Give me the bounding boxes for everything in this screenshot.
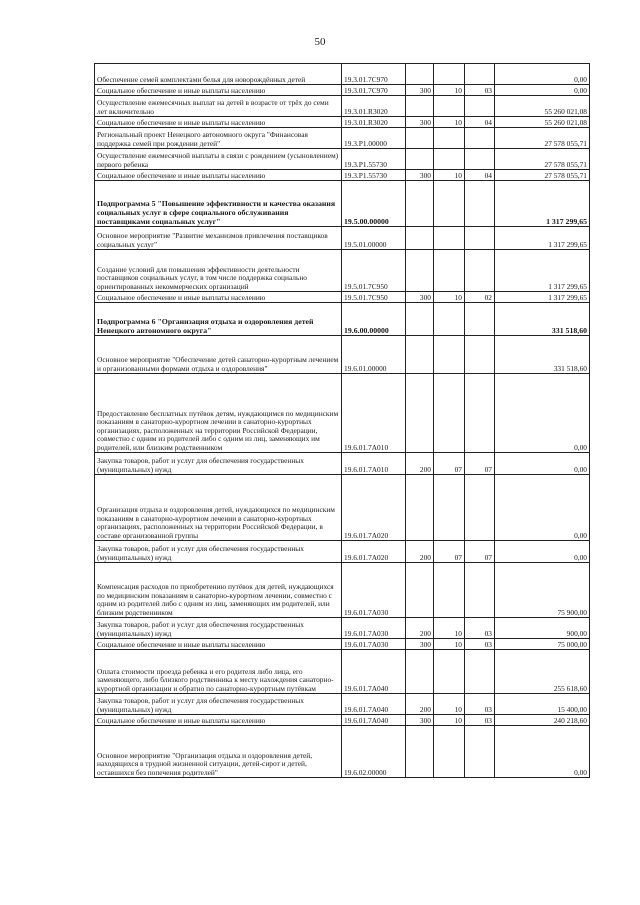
row-section: [434, 303, 465, 336]
table-row: [95, 715, 590, 726]
row-amount: 331 518,60: [495, 303, 590, 336]
row-amount: 0,00: [495, 541, 590, 563]
row-expense-type: [406, 181, 434, 227]
row-subsection: 07: [465, 453, 495, 475]
row-subsection: [465, 128, 495, 149]
row-section: [434, 227, 465, 250]
row-subsection: 03: [465, 715, 495, 726]
row-name: Региональный проект Ненецкого автономного округа "Финансовая поддержка семей при рождении детей": [95, 128, 342, 149]
row-amount: 0,00: [495, 726, 590, 778]
row-expense-type: 300: [406, 117, 434, 128]
row-section: [434, 181, 465, 227]
table-row: [95, 96, 590, 117]
row-section: [434, 726, 465, 778]
row-section: [434, 128, 465, 149]
row-name: Компенсация расходов по приобретению путёвок для детей, нуждающихся по медицинским показаниям в санаторно-курортном лечении, совместно с одним из родителей либо с одним из лиц, заменяющих им родителей, или близким родственником: [95, 563, 342, 618]
row-subsection: [465, 726, 495, 778]
row-name: Социальное обеспечение и иные выплаты населению: [95, 292, 342, 303]
row-amount: 55 260 021,08: [495, 117, 590, 128]
row-code: 19.6.01.7А040: [342, 715, 406, 726]
row-subsection: [465, 475, 495, 541]
row-section: 10: [434, 715, 465, 726]
row-amount: 1 317 299,65: [495, 250, 590, 292]
row-name: Закупка товаров, работ и услуг для обеспечения государственных (муниципальных) нужд: [95, 618, 342, 639]
table-row: [95, 117, 590, 128]
table-row: [95, 475, 590, 541]
row-section: 10: [434, 292, 465, 303]
table-row: [95, 227, 590, 250]
row-code: 19.3.01.R3020: [342, 96, 406, 117]
row-subsection: 02: [465, 292, 495, 303]
row-name: Социальное обеспечение и иные выплаты населению: [95, 715, 342, 726]
row-subsection: [465, 227, 495, 250]
row-expense-type: [406, 650, 434, 694]
table-row: [95, 726, 590, 778]
row-amount: 55 260 021,08: [495, 96, 590, 117]
row-code: 19.3.01.7С970: [342, 85, 406, 96]
row-amount: 255 618,60: [495, 650, 590, 694]
row-amount: 900,00: [495, 618, 590, 639]
table-row: [95, 336, 590, 374]
row-section: 10: [434, 618, 465, 639]
row-name: Социальное обеспечение и иные выплаты населению: [95, 639, 342, 650]
row-name: Закупка товаров, работ и услуг для обеспечения государственных (муниципальных) нужд: [95, 541, 342, 563]
row-section: 10: [434, 85, 465, 96]
row-subsection: [465, 563, 495, 618]
row-section: 10: [434, 639, 465, 650]
row-code: 19.5.00.00000: [342, 181, 406, 227]
row-code: 19.6.01.7А010: [342, 374, 406, 453]
row-expense-type: 300: [406, 639, 434, 650]
row-code: 19.6.01.00000: [342, 336, 406, 374]
row-amount: 1 317 299,65: [495, 292, 590, 303]
row-section: 07: [434, 541, 465, 563]
row-code: 19.3.Р1.55730: [342, 170, 406, 181]
row-subsection: [465, 650, 495, 694]
row-code: 19.5.01.7С950: [342, 250, 406, 292]
row-section: [434, 475, 465, 541]
row-amount: 0,00: [495, 475, 590, 541]
row-code: 19.6.01.7А020: [342, 541, 406, 563]
row-name: Основное мероприятие "Обеспечение детей санаторно-курортным лечением и организованными формами отдыха и оздоровления": [95, 336, 342, 374]
row-section: [434, 374, 465, 453]
row-section: [434, 250, 465, 292]
table-row: [95, 292, 590, 303]
row-expense-type: [406, 475, 434, 541]
row-name: Предоставление бесплатных путёвок детям, нуждающимся по медицинским показаниям в санаторно-курортном лечении в санаторно-курортных организациях, расположенных на территории Российской Федерации, совместно с одним из родителей либо с одним из лиц, заменяющих им родителей, или близким родственником: [95, 374, 342, 453]
row-name: Основное мероприятие "Организация отдыха и оздоровления детей, находящихся в трудной жизненной ситуации, детей-сирот и детей, оставшихся без попечения родителей": [95, 726, 342, 778]
row-code: 19.6.02.00000: [342, 726, 406, 778]
row-subsection: 04: [465, 117, 495, 128]
row-expense-type: [406, 96, 434, 117]
row-subsection: 03: [465, 85, 495, 96]
table-row: [95, 374, 590, 453]
row-name: Подпрограмма 5 "Повышение эффективности и качества оказания социальных услуг в сфере социального обслуживания поставщиками социальных услуг": [95, 181, 342, 227]
row-code: 19.6.01.7А040: [342, 650, 406, 694]
table-row: [95, 85, 590, 96]
row-amount: 75 000,00: [495, 639, 590, 650]
row-code: 19.6.01.7А030: [342, 563, 406, 618]
row-expense-type: [406, 227, 434, 250]
table-row: [95, 64, 590, 85]
row-expense-type: [406, 726, 434, 778]
row-subsection: [465, 64, 495, 85]
budget-table-body: [95, 64, 590, 778]
row-subsection: [465, 149, 495, 170]
row-amount: 0,00: [495, 64, 590, 85]
row-code: 19.5.01.7С950: [342, 292, 406, 303]
row-amount: 331 518,60: [495, 336, 590, 374]
table-row: [95, 170, 590, 181]
table-row: [95, 639, 590, 650]
row-section: [434, 563, 465, 618]
table-row: [95, 128, 590, 149]
table-row: [95, 694, 590, 715]
row-code: 19.5.01.00000: [342, 227, 406, 250]
row-amount: 1 317 299,65: [495, 181, 590, 227]
row-name: Обеспечение семей комплектами белья для новорождённых детей: [95, 64, 342, 85]
row-subsection: 03: [465, 694, 495, 715]
row-subsection: [465, 96, 495, 117]
row-amount: 27 578 055,71: [495, 149, 590, 170]
row-section: [434, 64, 465, 85]
row-expense-type: [406, 64, 434, 85]
row-name: Осуществление ежемесячной выплаты в связи с рождением (усыновлением) первого ребенка: [95, 149, 342, 170]
row-amount: 0,00: [495, 85, 590, 96]
row-name: Социальное обеспечение и иные выплаты населению: [95, 85, 342, 96]
table-row: [95, 618, 590, 639]
row-expense-type: 200: [406, 541, 434, 563]
table-row: [95, 453, 590, 475]
row-section: 10: [434, 170, 465, 181]
row-name: Создание условий для повышения эффективности деятельности поставщиков социальных услуг, в том числе поддержка социально ориентированных некоммерческих организаций: [95, 250, 342, 292]
row-expense-type: 300: [406, 292, 434, 303]
page-number: 50: [314, 36, 326, 48]
row-subsection: 04: [465, 170, 495, 181]
row-name: Организация отдыха и оздоровления детей, нуждающихся по медицинским показаниям в санаторно-курортном лечении в санаторно-курортных организациях, расположенных на территории Российской Федерации, в составе организованной группы: [95, 475, 342, 541]
row-section: [434, 149, 465, 170]
row-name: Социальное обеспечение и иные выплаты населению: [95, 170, 342, 181]
row-name: Закупка товаров, работ и услуг для обеспечения государственных (муниципальных) нужд: [95, 453, 342, 475]
row-code: 19.6.01.7А030: [342, 618, 406, 639]
row-expense-type: 300: [406, 85, 434, 96]
row-code: 19.6.01.7А040: [342, 694, 406, 715]
row-subsection: 03: [465, 639, 495, 650]
row-expense-type: [406, 303, 434, 336]
table-row: [95, 250, 590, 292]
row-expense-type: 300: [406, 170, 434, 181]
table-row: [95, 563, 590, 618]
row-subsection: [465, 374, 495, 453]
row-subsection: 03: [465, 618, 495, 639]
row-expense-type: [406, 149, 434, 170]
row-section: [434, 336, 465, 374]
table-row: [95, 650, 590, 694]
row-code: 19.3.Р1.55730: [342, 149, 406, 170]
row-expense-type: [406, 128, 434, 149]
row-amount: 0,00: [495, 453, 590, 475]
row-code: 19.6.01.7А020: [342, 475, 406, 541]
row-section: 10: [434, 694, 465, 715]
row-amount: 75 900,00: [495, 563, 590, 618]
row-code: 19.6.00.00000: [342, 303, 406, 336]
row-name: Осуществление ежемесячных выплат на детей в возрасте от трёх до семи лет включительно: [95, 96, 342, 117]
table-row: [95, 181, 590, 227]
row-subsection: [465, 250, 495, 292]
row-name: Оплата стоимости проезда ребенка и его родителя либо лица, его заменяющего, либо близкого родственника к месту нахождения санаторно-курортной организации и обратно по санаторно-курортным путёвкам: [95, 650, 342, 694]
row-name: Закупка товаров, работ и услуг для обеспечения государственных (муниципальных) нужд: [95, 694, 342, 715]
row-section: 07: [434, 453, 465, 475]
row-name: Социальное обеспечение и иные выплаты населению: [95, 117, 342, 128]
row-name: Основное мероприятие "Развитие механизмов привлечения поставщиков социальных услуг": [95, 227, 342, 250]
row-amount: 15 400,00: [495, 694, 590, 715]
row-amount: 240 218,60: [495, 715, 590, 726]
row-amount: 27 578 055,71: [495, 128, 590, 149]
budget-table: [94, 63, 590, 778]
row-expense-type: 200: [406, 618, 434, 639]
row-expense-type: [406, 336, 434, 374]
table-row: [95, 149, 590, 170]
row-expense-type: 300: [406, 715, 434, 726]
row-amount: 27 578 055,71: [495, 170, 590, 181]
row-expense-type: 200: [406, 453, 434, 475]
row-code: 19.3.01.7С970: [342, 64, 406, 85]
row-code: 19.3.01.R3020: [342, 117, 406, 128]
row-expense-type: [406, 374, 434, 453]
row-subsection: [465, 303, 495, 336]
row-subsection: [465, 181, 495, 227]
row-amount: 0,00: [495, 374, 590, 453]
row-expense-type: [406, 250, 434, 292]
row-expense-type: 200: [406, 694, 434, 715]
row-section: [434, 650, 465, 694]
row-amount: 1 317 299,65: [495, 227, 590, 250]
table-row: [95, 541, 590, 563]
row-section: [434, 96, 465, 117]
row-code: 19.3.Р1.00000: [342, 128, 406, 149]
row-expense-type: [406, 563, 434, 618]
row-subsection: [465, 336, 495, 374]
row-code: 19.6.01.7А030: [342, 639, 406, 650]
row-section: 10: [434, 117, 465, 128]
row-subsection: 07: [465, 541, 495, 563]
table-row: [95, 303, 590, 336]
row-code: 19.6.01.7А010: [342, 453, 406, 475]
row-name: Подпрограмма 6 "Организация отдыха и оздоровления детей Ненецкого автономного округа": [95, 303, 342, 336]
